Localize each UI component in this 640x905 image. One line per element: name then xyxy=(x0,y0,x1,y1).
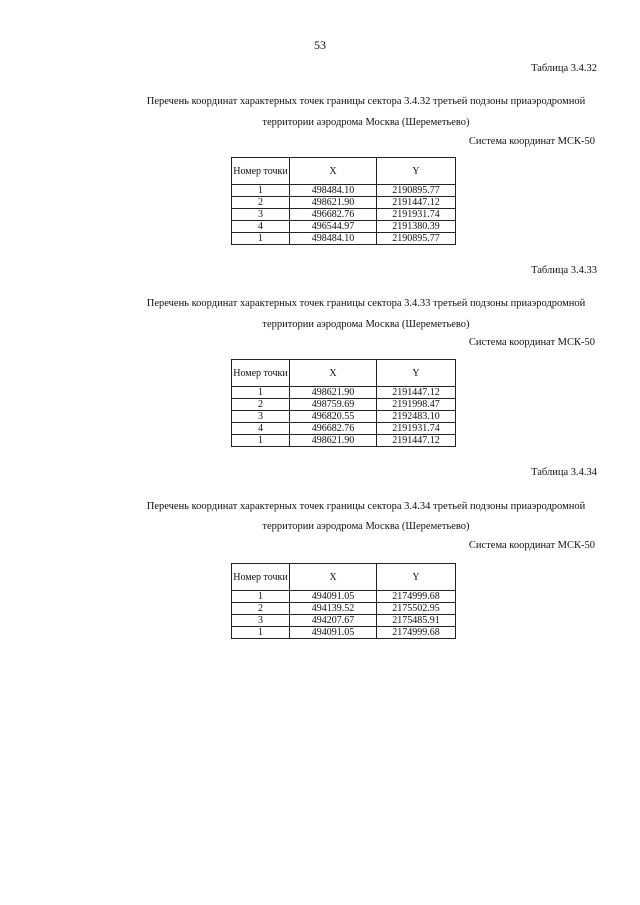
table-title-line1: Перечень координат характерных точек границы сектора 3.4.34 третьей подзоны приаэродромной xyxy=(146,501,586,512)
x-coordinate-cell: 498621.90 xyxy=(290,387,377,399)
header-point-number: Номер точки xyxy=(232,360,290,387)
point-number-cell: 3 xyxy=(232,411,290,423)
table-row xyxy=(232,603,456,615)
x-coordinate-cell: 496682.76 xyxy=(290,423,377,435)
header-point-number: Номер точки xyxy=(232,564,290,591)
x-coordinate-cell: 498621.90 xyxy=(290,435,377,447)
x-coordinate-cell: 496682.76 xyxy=(290,209,377,221)
table-row xyxy=(232,627,456,639)
table-row xyxy=(232,615,456,627)
point-number-cell: 1 xyxy=(232,591,290,603)
table-title-line1: Перечень координат характерных точек границы сектора 3.4.32 третьей подзоны приаэродромной xyxy=(146,96,586,107)
point-number-cell: 2 xyxy=(232,197,290,209)
y-coordinate-cell: 2174999.68 xyxy=(377,627,456,639)
y-coordinate-cell: 2174999.68 xyxy=(377,591,456,603)
table-row xyxy=(232,233,456,245)
header-x: X xyxy=(290,564,377,591)
point-number-cell: 1 xyxy=(232,233,290,245)
table-header-row xyxy=(232,564,456,591)
table-row xyxy=(232,435,456,447)
table-row xyxy=(232,185,456,197)
x-coordinate-cell: 496544.97 xyxy=(290,221,377,233)
table-row xyxy=(232,209,456,221)
table-id-3-4-34: Таблица 3.4.34 xyxy=(531,467,597,478)
table-title-line1: Перечень координат характерных точек границы сектора 3.4.33 третьей подзоны приаэродромной xyxy=(146,298,586,309)
header-y: Y xyxy=(377,564,456,591)
x-coordinate-cell: 498621.90 xyxy=(290,197,377,209)
table-row xyxy=(232,221,456,233)
y-coordinate-cell: 2191447.12 xyxy=(377,197,456,209)
x-coordinate-cell: 498484.10 xyxy=(290,233,377,245)
y-coordinate-cell: 2192483.10 xyxy=(377,411,456,423)
x-coordinate-cell: 496820.55 xyxy=(290,411,377,423)
y-coordinate-cell: 2191931.74 xyxy=(377,209,456,221)
table-row xyxy=(232,591,456,603)
coordinate-system-label: Система координат МСК-50 xyxy=(468,136,595,147)
x-coordinate-cell: 494207.67 xyxy=(290,615,377,627)
header-x: X xyxy=(290,360,377,387)
table-row xyxy=(232,387,456,399)
x-coordinate-cell: 498759.69 xyxy=(290,399,377,411)
table-title-line2: территории аэродрома Москва (Шереметьево) xyxy=(262,319,470,330)
point-number-cell: 4 xyxy=(232,423,290,435)
x-coordinate-cell: 494139.52 xyxy=(290,603,377,615)
table-header-row xyxy=(232,158,456,185)
point-number-cell: 1 xyxy=(232,627,290,639)
point-number-cell: 4 xyxy=(232,221,290,233)
point-number-cell: 2 xyxy=(232,399,290,411)
coordinates-table xyxy=(231,563,456,639)
x-coordinate-cell: 494091.05 xyxy=(290,591,377,603)
table-title-line2: территории аэродрома Москва (Шереметьево) xyxy=(262,117,470,128)
coordinate-system-label: Система координат МСК-50 xyxy=(468,337,595,348)
y-coordinate-cell: 2191447.12 xyxy=(377,387,456,399)
header-y: Y xyxy=(377,158,456,185)
coordinates-table xyxy=(231,157,456,245)
point-number-cell: 1 xyxy=(232,185,290,197)
page-number: 53 xyxy=(314,38,326,52)
table-id-3-4-32: Таблица 3.4.32 xyxy=(531,63,597,74)
table-header-row xyxy=(232,360,456,387)
header-point-number: Номер точки xyxy=(232,158,290,185)
table-row xyxy=(232,197,456,209)
point-number-cell: 1 xyxy=(232,435,290,447)
y-coordinate-cell: 2191447.12 xyxy=(377,435,456,447)
header-y: Y xyxy=(377,360,456,387)
table-id-3-4-33: Таблица 3.4.33 xyxy=(531,265,597,276)
y-coordinate-cell: 2190895.77 xyxy=(377,185,456,197)
y-coordinate-cell: 2191380.39 xyxy=(377,221,456,233)
table-row xyxy=(232,423,456,435)
coordinate-system-label: Система координат МСК-50 xyxy=(468,540,595,551)
point-number-cell: 1 xyxy=(232,387,290,399)
point-number-cell: 3 xyxy=(232,615,290,627)
y-coordinate-cell: 2191998.47 xyxy=(377,399,456,411)
x-coordinate-cell: 494091.05 xyxy=(290,627,377,639)
point-number-cell: 2 xyxy=(232,603,290,615)
table-title-line2: территории аэродрома Москва (Шереметьево) xyxy=(262,521,470,532)
table-row xyxy=(232,399,456,411)
table-row xyxy=(232,411,456,423)
y-coordinate-cell: 2190895.77 xyxy=(377,233,456,245)
y-coordinate-cell: 2175502.95 xyxy=(377,603,456,615)
y-coordinate-cell: 2191931.74 xyxy=(377,423,456,435)
coordinates-table xyxy=(231,359,456,447)
point-number-cell: 3 xyxy=(232,209,290,221)
y-coordinate-cell: 2175485.91 xyxy=(377,615,456,627)
x-coordinate-cell: 498484.10 xyxy=(290,185,377,197)
header-x: X xyxy=(290,158,377,185)
